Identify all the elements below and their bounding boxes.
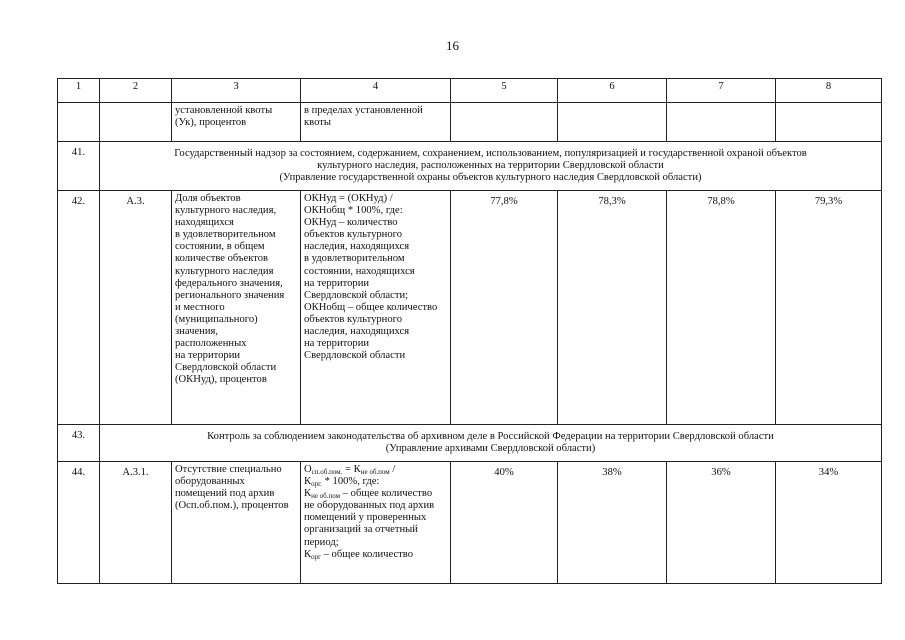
row-number-cell: 44. [58, 462, 100, 584]
table-row [58, 191, 882, 425]
indicator-cell: установленной квоты (Ук), процентов [172, 103, 301, 142]
indicator-cell: Доля объектов культурного наследия, находящихся в удовлетворительном состоянии, в общем количестве объектов культурного наследия федерального значения, регионального значения и местного (муниципального) значения, расположенных на территории Свердловской области (ОКНуд), процентов [172, 191, 301, 425]
table-row [58, 103, 882, 142]
page-number: 16 [446, 38, 459, 53]
formula-subscript: сп.об.пом. [311, 468, 343, 476]
value-cell: 36% [667, 462, 776, 584]
header-cell: 3 [172, 79, 301, 103]
row-number-cell: 43. [58, 425, 100, 462]
formula-subscript: орг [311, 552, 321, 561]
header-cell: 4 [301, 79, 451, 103]
header-cell: 7 [667, 79, 776, 103]
value-cell: 77,8% [451, 191, 558, 425]
value-cell [451, 103, 558, 142]
formula-text: / [389, 464, 396, 475]
section-row [58, 142, 882, 191]
row-number-cell [58, 103, 100, 142]
formula-subscript: не об.пом [311, 492, 341, 501]
formula-text: – общее количество [320, 548, 414, 560]
section-row [58, 425, 882, 462]
header-cell: 2 [100, 79, 172, 103]
header-row [58, 79, 882, 103]
formula-text: * 100%, где: [321, 476, 380, 488]
formula-cell: ОКНуд = (ОКНуд) / ОКНобщ * 100%, где: ОКНуд – количество объектов культурного наследия, находящихся в удовлетворительном состоянии, находящихся на территории Свердловской области; ОКНобщ – общее количество объектов культурного наследия, находящихся на территории Свердловской области [301, 191, 451, 425]
formula-text: – общее количество не оборудованных под архив помещений у проверенных организаций за отчетный период; [304, 488, 435, 548]
header-cell: 1 [58, 79, 100, 103]
header-cell: 6 [558, 79, 667, 103]
indicators-table [57, 78, 882, 584]
code-cell: А.3.1. [100, 462, 172, 584]
value-cell [558, 103, 667, 142]
formula-text: О [304, 464, 312, 475]
row-number-cell: 41. [58, 142, 100, 191]
indicator-cell: Отсутствие специально оборудованных помещений под архив (Осп.об.пом.), процентов [172, 462, 301, 584]
header-cell: 5 [451, 79, 558, 103]
header-cell: 8 [776, 79, 882, 103]
formula-text: К [304, 488, 312, 500]
formula-text: К [304, 548, 312, 560]
formula-subscript: не об.пом [360, 468, 390, 476]
section-title: Государственный надзор за состоянием, содержанием, сохранением, использованием, популяризацией и государственной охраной объектов культурного наследия, расположенных на территории Свердловской области (Управление государственной охраны объектов культурного наследия Свердловской области) [100, 142, 882, 191]
value-cell: 38% [558, 462, 667, 584]
formula-text: К [304, 476, 312, 488]
code-cell: А.3. [100, 191, 172, 425]
formula-text: = К [342, 464, 361, 475]
value-cell [667, 103, 776, 142]
value-cell [776, 103, 882, 142]
section-title: Контроль за соблюдением законодательства об архивном деле в Российской Федерации на территории Свердловской области (Управление архивами Свердловской области) [100, 425, 882, 462]
table-row [58, 462, 882, 584]
value-cell: 78,3% [558, 191, 667, 425]
row-number-cell: 42. [58, 191, 100, 425]
formula-subscript: орг. [311, 480, 322, 489]
formula-cell: в пределах установленной квоты [301, 103, 451, 142]
value-cell: 79,3% [776, 191, 882, 425]
value-cell: 34% [776, 462, 882, 584]
value-cell: 40% [451, 462, 558, 584]
value-cell: 78,8% [667, 191, 776, 425]
formula-cell [301, 462, 451, 584]
code-cell [100, 103, 172, 142]
